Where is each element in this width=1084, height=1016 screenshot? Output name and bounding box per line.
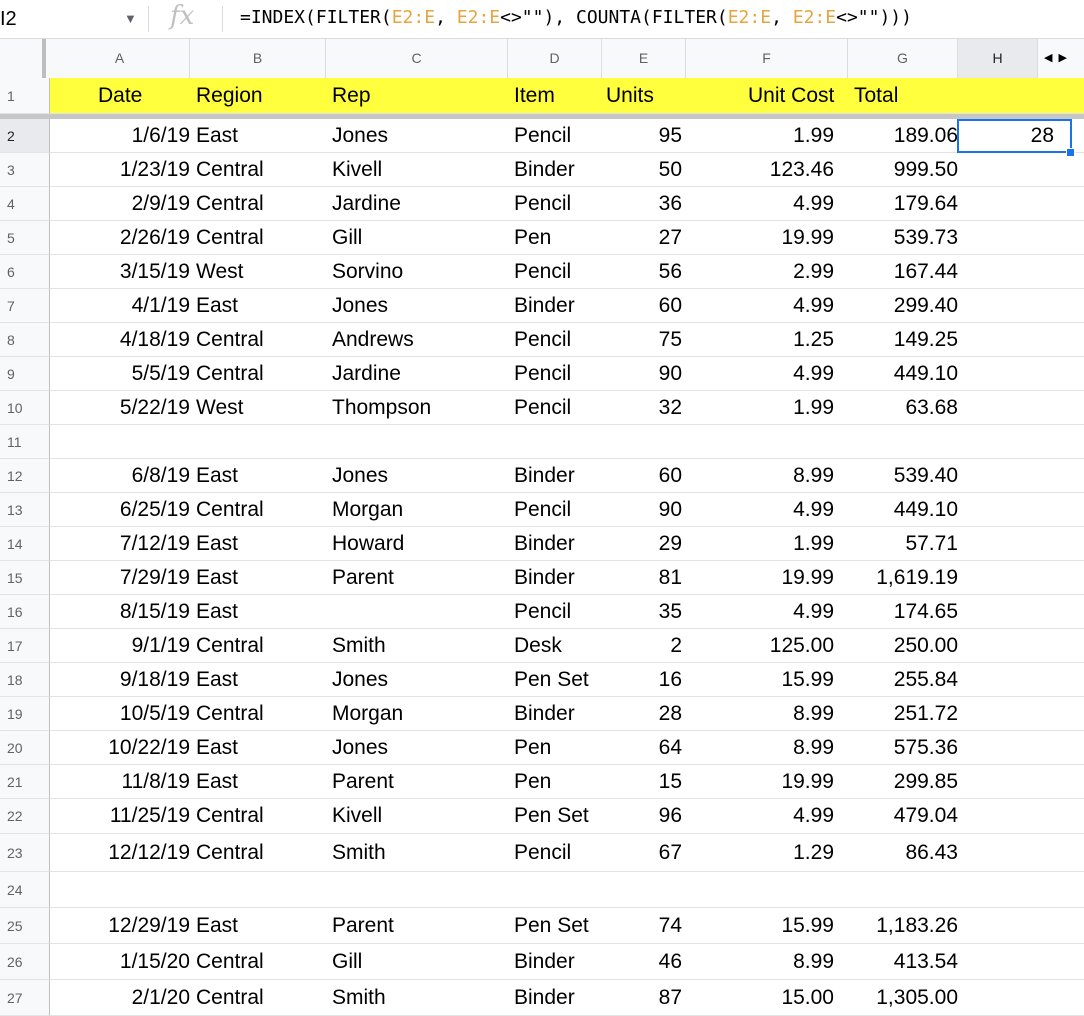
cell-units[interactable]: 64 (658, 735, 682, 759)
formula-text: , (435, 7, 457, 28)
cell-total[interactable]: 449.10 (893, 361, 958, 385)
cell-cost[interactable]: 4.99 (793, 804, 834, 827)
cell-cost[interactable]: 8.99 (793, 735, 834, 759)
cell-reference: I2 (0, 8, 17, 30)
row-number[interactable]: 19 (0, 697, 50, 731)
cell-cost[interactable]: 2.99 (793, 259, 834, 283)
cell-date[interactable]: 6/25/19 (119, 497, 190, 521)
table-row (50, 980, 1084, 1016)
cell-region[interactable]: East (196, 913, 239, 937)
cell-item[interactable]: Pencil (514, 395, 572, 419)
row-number[interactable]: 10 (0, 391, 50, 425)
cell-units[interactable]: 27 (658, 225, 682, 249)
row-number[interactable]: 26 (0, 944, 50, 980)
formula-input[interactable] (240, 7, 912, 28)
cell-region[interactable]: East (196, 667, 239, 691)
cell-date[interactable]: 5/22/19 (119, 395, 190, 419)
cell-total[interactable]: 255.84 (893, 667, 958, 691)
select-all-corner[interactable] (0, 39, 46, 78)
cell-item[interactable]: Pen (514, 225, 552, 249)
row-number[interactable]: 21 (0, 765, 50, 799)
cell-total[interactable]: 299.40 (893, 293, 958, 317)
row-number[interactable]: 12 (0, 459, 50, 493)
row-number[interactable]: 14 (0, 527, 50, 561)
divider (148, 6, 149, 32)
table-row (50, 323, 1084, 357)
table-row (50, 561, 1084, 595)
cell-units[interactable]: 50 (658, 157, 682, 181)
table-row (50, 908, 1084, 944)
cell-rep[interactable]: Parent (332, 769, 394, 793)
row-number[interactable]: 16 (0, 595, 50, 629)
cell-region[interactable]: Central (196, 361, 264, 385)
cell-total[interactable]: 63.68 (905, 395, 958, 419)
cell-total[interactable]: 999.50 (893, 157, 958, 181)
cell-rep[interactable]: Parent (332, 565, 394, 589)
cell-item[interactable]: Pen Set (514, 667, 589, 691)
cell-cost[interactable]: 4.99 (793, 497, 834, 521)
table-row (50, 834, 1084, 872)
cell-units[interactable]: 32 (658, 395, 682, 419)
cell-region[interactable]: Central (196, 804, 264, 827)
cell-cost[interactable]: 125.00 (769, 633, 834, 657)
cell-region[interactable]: Central (196, 157, 264, 181)
row-number[interactable]: 13 (0, 493, 50, 527)
table-row (50, 595, 1084, 629)
row-number[interactable]: 20 (0, 731, 50, 765)
formula-bar (0, 0, 1084, 39)
cell-item[interactable]: Binder (514, 157, 575, 181)
cell-units[interactable]: 60 (658, 293, 682, 317)
cell-units[interactable]: 56 (658, 259, 682, 283)
cell-units[interactable]: 74 (658, 913, 682, 937)
cell-date[interactable]: 6/8/19 (131, 463, 190, 487)
row-number[interactable]: 7 (0, 289, 50, 323)
cell-total[interactable]: 174.65 (893, 599, 958, 623)
cell-item[interactable]: Pencil (514, 840, 572, 864)
cell-total[interactable]: 1,183.26 (876, 913, 958, 937)
cell-date[interactable]: 12/29/19 (108, 913, 190, 937)
cell-units[interactable]: 75 (658, 327, 682, 351)
cell-units[interactable]: 96 (658, 804, 682, 827)
table-row (50, 255, 1084, 289)
cell-cost[interactable]: 15.00 (781, 985, 834, 1009)
cell-region[interactable]: East (196, 769, 239, 793)
table-row (50, 663, 1084, 697)
cell-total[interactable]: 299.85 (893, 769, 958, 793)
cell-date[interactable]: 1/15/20 (119, 949, 190, 973)
cell-units[interactable]: 90 (658, 497, 682, 521)
column-header-g[interactable]: G (848, 39, 958, 78)
column-header-e[interactable]: E (602, 39, 686, 78)
cell-cost[interactable]: 4.99 (793, 599, 834, 623)
table-row (50, 629, 1084, 663)
cell-region[interactable]: East (196, 599, 239, 623)
cell-rep[interactable]: Jones (332, 293, 389, 317)
cell-item[interactable]: Desk (514, 633, 562, 657)
cell-item[interactable]: Binder (514, 531, 575, 555)
cell-cost[interactable]: 19.99 (781, 225, 834, 249)
row-number[interactable]: 22 (0, 799, 50, 834)
cell-units[interactable]: 67 (658, 840, 682, 864)
cell-region[interactable]: East (196, 293, 239, 317)
cell-total[interactable]: 250.00 (893, 633, 958, 657)
cell-item[interactable]: Pen (514, 769, 552, 793)
table-row (50, 187, 1084, 221)
cell-rep[interactable]: Jones (332, 463, 389, 487)
cell-region[interactable]: Central (196, 497, 264, 521)
header-row (50, 78, 1084, 114)
cell-date[interactable]: 2/9/19 (131, 191, 190, 215)
cell-total[interactable]: 179.64 (893, 191, 958, 215)
cell-region[interactable]: East (196, 565, 239, 589)
cell-rep[interactable]: Jones (332, 123, 389, 147)
cell-cost[interactable]: 15.99 (781, 667, 834, 691)
table-row (50, 731, 1084, 765)
cell-total[interactable]: 86.43 (905, 840, 958, 864)
cell-cost[interactable]: 1.25 (793, 327, 834, 351)
cell-item[interactable]: Pencil (514, 259, 572, 283)
cell-date[interactable]: 4/1/19 (131, 293, 190, 317)
cell-date[interactable]: 10/22/19 (108, 735, 190, 759)
row-number[interactable]: 25 (0, 908, 50, 944)
cell-units[interactable]: 81 (658, 565, 682, 589)
formula-text: <>""), COUNTA(FILTER( (500, 7, 728, 28)
cell-item[interactable]: Pencil (514, 361, 572, 385)
cell-region[interactable]: East (196, 123, 239, 147)
cell-total[interactable]: 57.71 (905, 531, 958, 555)
table-row (50, 221, 1084, 255)
cell-rep[interactable]: Smith (332, 840, 386, 864)
column-header-c[interactable]: C (326, 39, 508, 78)
cell-region[interactable]: East (196, 531, 239, 555)
cell-item[interactable]: Pencil (514, 327, 572, 351)
table-row (50, 697, 1084, 731)
cell-date[interactable]: 7/29/19 (119, 565, 190, 589)
cell-total[interactable]: 1,619.19 (876, 565, 958, 589)
cell-date[interactable]: 9/18/19 (119, 667, 190, 691)
cell-cost[interactable]: 4.99 (793, 191, 834, 215)
table-row (50, 799, 1084, 834)
cell-total[interactable]: 449.10 (893, 497, 958, 521)
cell-region[interactable]: Central (196, 985, 264, 1009)
cell-region[interactable]: East (196, 463, 239, 487)
row-number[interactable]: 9 (0, 357, 50, 391)
cell-item[interactable]: Pencil (514, 123, 572, 147)
cell-units[interactable]: 95 (658, 123, 682, 147)
column-header-h[interactable]: H (958, 39, 1038, 78)
chevron-down-icon[interactable]: ▼ (124, 11, 137, 26)
cell-rep[interactable]: Morgan (332, 701, 404, 725)
cell-rep[interactable]: Morgan (332, 497, 404, 521)
cell-units[interactable]: 90 (658, 361, 682, 385)
cell-total[interactable]: 479.04 (893, 804, 958, 827)
formula-range-ref: E2:E (792, 7, 837, 28)
cell-rep[interactable]: Andrews (332, 327, 414, 351)
cell-rep[interactable]: Kivell (332, 157, 383, 181)
cell-units[interactable]: 35 (658, 599, 682, 623)
cell-region[interactable]: Central (196, 949, 264, 973)
header-date[interactable]: Date (98, 83, 143, 107)
header-rep[interactable]: Rep (332, 83, 371, 107)
cell-date[interactable]: 1/6/19 (131, 123, 190, 147)
cell-rep[interactable]: Thompson (332, 395, 432, 419)
row-number[interactable]: 4 (0, 187, 50, 221)
row-number[interactable]: 15 (0, 561, 50, 595)
cell-region[interactable]: Central (196, 191, 264, 215)
cell-date[interactable]: 12/12/19 (108, 840, 190, 864)
cell-units[interactable]: 15 (658, 769, 682, 793)
cell-total[interactable]: 539.73 (893, 225, 958, 249)
table-row (50, 153, 1084, 187)
row-number[interactable]: 2 (0, 119, 50, 153)
cell-units[interactable]: 2 (670, 633, 682, 657)
header-units[interactable]: Units (606, 83, 654, 107)
cell-total[interactable]: 251.72 (893, 701, 958, 725)
cell-units[interactable]: 60 (658, 463, 682, 487)
cell-date[interactable]: 7/12/19 (119, 531, 190, 555)
cell-item[interactable]: Pen (514, 735, 552, 759)
column-header-row (0, 39, 1084, 79)
formula-text: , (771, 7, 793, 28)
cell-total[interactable]: 149.25 (893, 327, 958, 351)
fill-handle[interactable] (1066, 148, 1075, 157)
cell-total[interactable]: 167.44 (893, 259, 958, 283)
cell-date[interactable]: 11/25/19 (109, 804, 190, 827)
cell-region[interactable]: West (196, 395, 244, 419)
cell-rep[interactable]: Howard (332, 531, 405, 555)
column-header-d[interactable]: D (508, 39, 602, 78)
column-header-b[interactable]: B (190, 39, 326, 78)
header-region[interactable]: Region (196, 83, 263, 107)
row-number[interactable]: 1 (0, 78, 50, 114)
cell-units[interactable]: 46 (658, 949, 682, 973)
cell-date[interactable]: 1/23/19 (119, 157, 190, 181)
cell-units[interactable]: 28 (658, 701, 682, 725)
table-row (50, 765, 1084, 799)
row-number[interactable]: 18 (0, 663, 50, 697)
cell-rep[interactable]: Jones (332, 735, 389, 759)
column-header-a[interactable]: A (50, 39, 190, 78)
cell-date[interactable]: 10/5/19 (119, 701, 190, 725)
scroll-columns-arrows-icon[interactable]: ◀▶ (1044, 52, 1073, 64)
cell-date[interactable]: 9/1/19 (131, 633, 190, 657)
cell-cost[interactable]: 1.29 (793, 840, 834, 864)
cell-cost[interactable]: 15.99 (781, 913, 834, 937)
formula-range-ref: E2:E (456, 7, 501, 28)
table-row (50, 289, 1084, 323)
cell-cost[interactable]: 4.99 (793, 293, 834, 317)
table-row (50, 872, 1084, 908)
header-item[interactable]: Item (514, 83, 555, 107)
divider (222, 6, 223, 32)
formula-range-ref: E2:E (727, 7, 772, 28)
row-number[interactable]: 5 (0, 221, 50, 255)
formula-text: =INDEX(FILTER( (240, 7, 392, 28)
fx-icon: fx (170, 1, 195, 31)
cell-region[interactable]: Central (196, 225, 264, 249)
table-row (50, 493, 1084, 527)
cell-date[interactable]: 3/15/19 (119, 259, 190, 283)
cell-total[interactable]: 413.54 (893, 949, 958, 973)
cell-item[interactable]: Binder (514, 701, 575, 725)
table-row (50, 944, 1084, 980)
cell-extra[interactable]: 28 (1030, 123, 1054, 147)
cell-cost[interactable]: 1.99 (793, 531, 834, 555)
row-number[interactable]: 11 (0, 425, 50, 459)
cell-item[interactable]: Binder (514, 463, 575, 487)
cell-rep[interactable]: Jones (332, 667, 389, 691)
cell-region[interactable]: Central (196, 633, 264, 657)
cell-item[interactable]: Pen Set (514, 804, 589, 827)
cell-rep[interactable]: Sorvino (332, 259, 404, 283)
row-number[interactable]: 23 (0, 834, 50, 872)
cell-region[interactable]: Central (196, 701, 264, 725)
cell-item[interactable]: Pencil (514, 191, 572, 215)
cell-item[interactable]: Pen Set (514, 913, 589, 937)
cell-cost[interactable]: 123.46 (769, 157, 834, 181)
cell-date[interactable]: 2/1/20 (131, 985, 190, 1009)
cell-date[interactable]: 5/5/19 (131, 361, 190, 385)
cell-date[interactable]: 2/26/19 (119, 225, 190, 249)
cell-item[interactable]: Binder (514, 565, 575, 589)
cell-cost[interactable]: 4.99 (793, 361, 834, 385)
cell-rep[interactable]: Smith (332, 633, 386, 657)
cell-item[interactable]: Pencil (514, 599, 572, 623)
formula-text: <>""))) (836, 7, 912, 28)
cell-cost[interactable]: 19.99 (781, 565, 834, 589)
row-number[interactable]: 8 (0, 323, 50, 357)
table-row (50, 391, 1084, 425)
cell-date[interactable]: 11/8/19 (121, 769, 190, 793)
table-row (50, 357, 1084, 391)
cell-cost[interactable]: 1.99 (793, 123, 834, 147)
cell-region[interactable]: East (196, 735, 239, 759)
cell-cost[interactable]: 8.99 (793, 463, 834, 487)
cell-units[interactable]: 29 (658, 531, 682, 555)
cell-cost[interactable]: 1.99 (793, 395, 834, 419)
cell-cost[interactable]: 19.99 (781, 769, 834, 793)
cell-total[interactable]: 575.36 (893, 735, 958, 759)
cell-units[interactable]: 36 (658, 191, 682, 215)
header-unit-cost[interactable]: Unit Cost (748, 83, 835, 107)
row-number[interactable]: 24 (0, 872, 50, 908)
cell-rep[interactable]: Smith (332, 985, 386, 1009)
table-row (50, 527, 1084, 561)
cell-rep[interactable]: Parent (332, 913, 394, 937)
column-header-f[interactable]: F (686, 39, 848, 78)
row-number[interactable]: 6 (0, 255, 50, 289)
cell-total[interactable]: 1,305.00 (876, 985, 958, 1009)
cell-rep[interactable]: Jardine (332, 191, 401, 215)
header-total[interactable]: Total (854, 83, 899, 107)
cell-item[interactable]: Binder (514, 985, 575, 1009)
cell-region[interactable]: Central (196, 840, 264, 864)
cell-units[interactable]: 16 (658, 667, 682, 691)
cell-item[interactable]: Binder (514, 293, 575, 317)
table-row (50, 119, 1084, 153)
active-cell-selection[interactable] (957, 119, 1072, 153)
cell-total[interactable]: 539.40 (893, 463, 958, 487)
cell-cost[interactable]: 8.99 (793, 949, 834, 973)
cell-item[interactable]: Binder (514, 949, 575, 973)
cell-total[interactable]: 189.06 (893, 123, 958, 147)
name-box[interactable] (0, 0, 148, 38)
row-number[interactable]: 27 (0, 980, 50, 1016)
cell-rep[interactable]: Gill (332, 225, 363, 249)
cell-item[interactable]: Pencil (514, 497, 572, 521)
formula-range-ref: E2:E (391, 7, 436, 28)
table-row (50, 459, 1084, 493)
row-number[interactable]: 17 (0, 629, 50, 663)
cell-rep[interactable]: Kivell (332, 804, 383, 827)
frozen-row-divider[interactable] (0, 114, 1084, 119)
table-row (50, 425, 1084, 459)
cell-region[interactable]: Central (196, 327, 264, 351)
cell-date[interactable]: 4/18/19 (119, 327, 190, 351)
cell-date[interactable]: 8/15/19 (119, 599, 190, 623)
cell-rep[interactable]: Gill (332, 949, 363, 973)
cell-units[interactable]: 87 (658, 985, 682, 1009)
cell-region[interactable]: West (196, 259, 244, 283)
cell-rep[interactable]: Jardine (332, 361, 401, 385)
row-number[interactable]: 3 (0, 153, 50, 187)
cell-cost[interactable]: 8.99 (793, 701, 834, 725)
